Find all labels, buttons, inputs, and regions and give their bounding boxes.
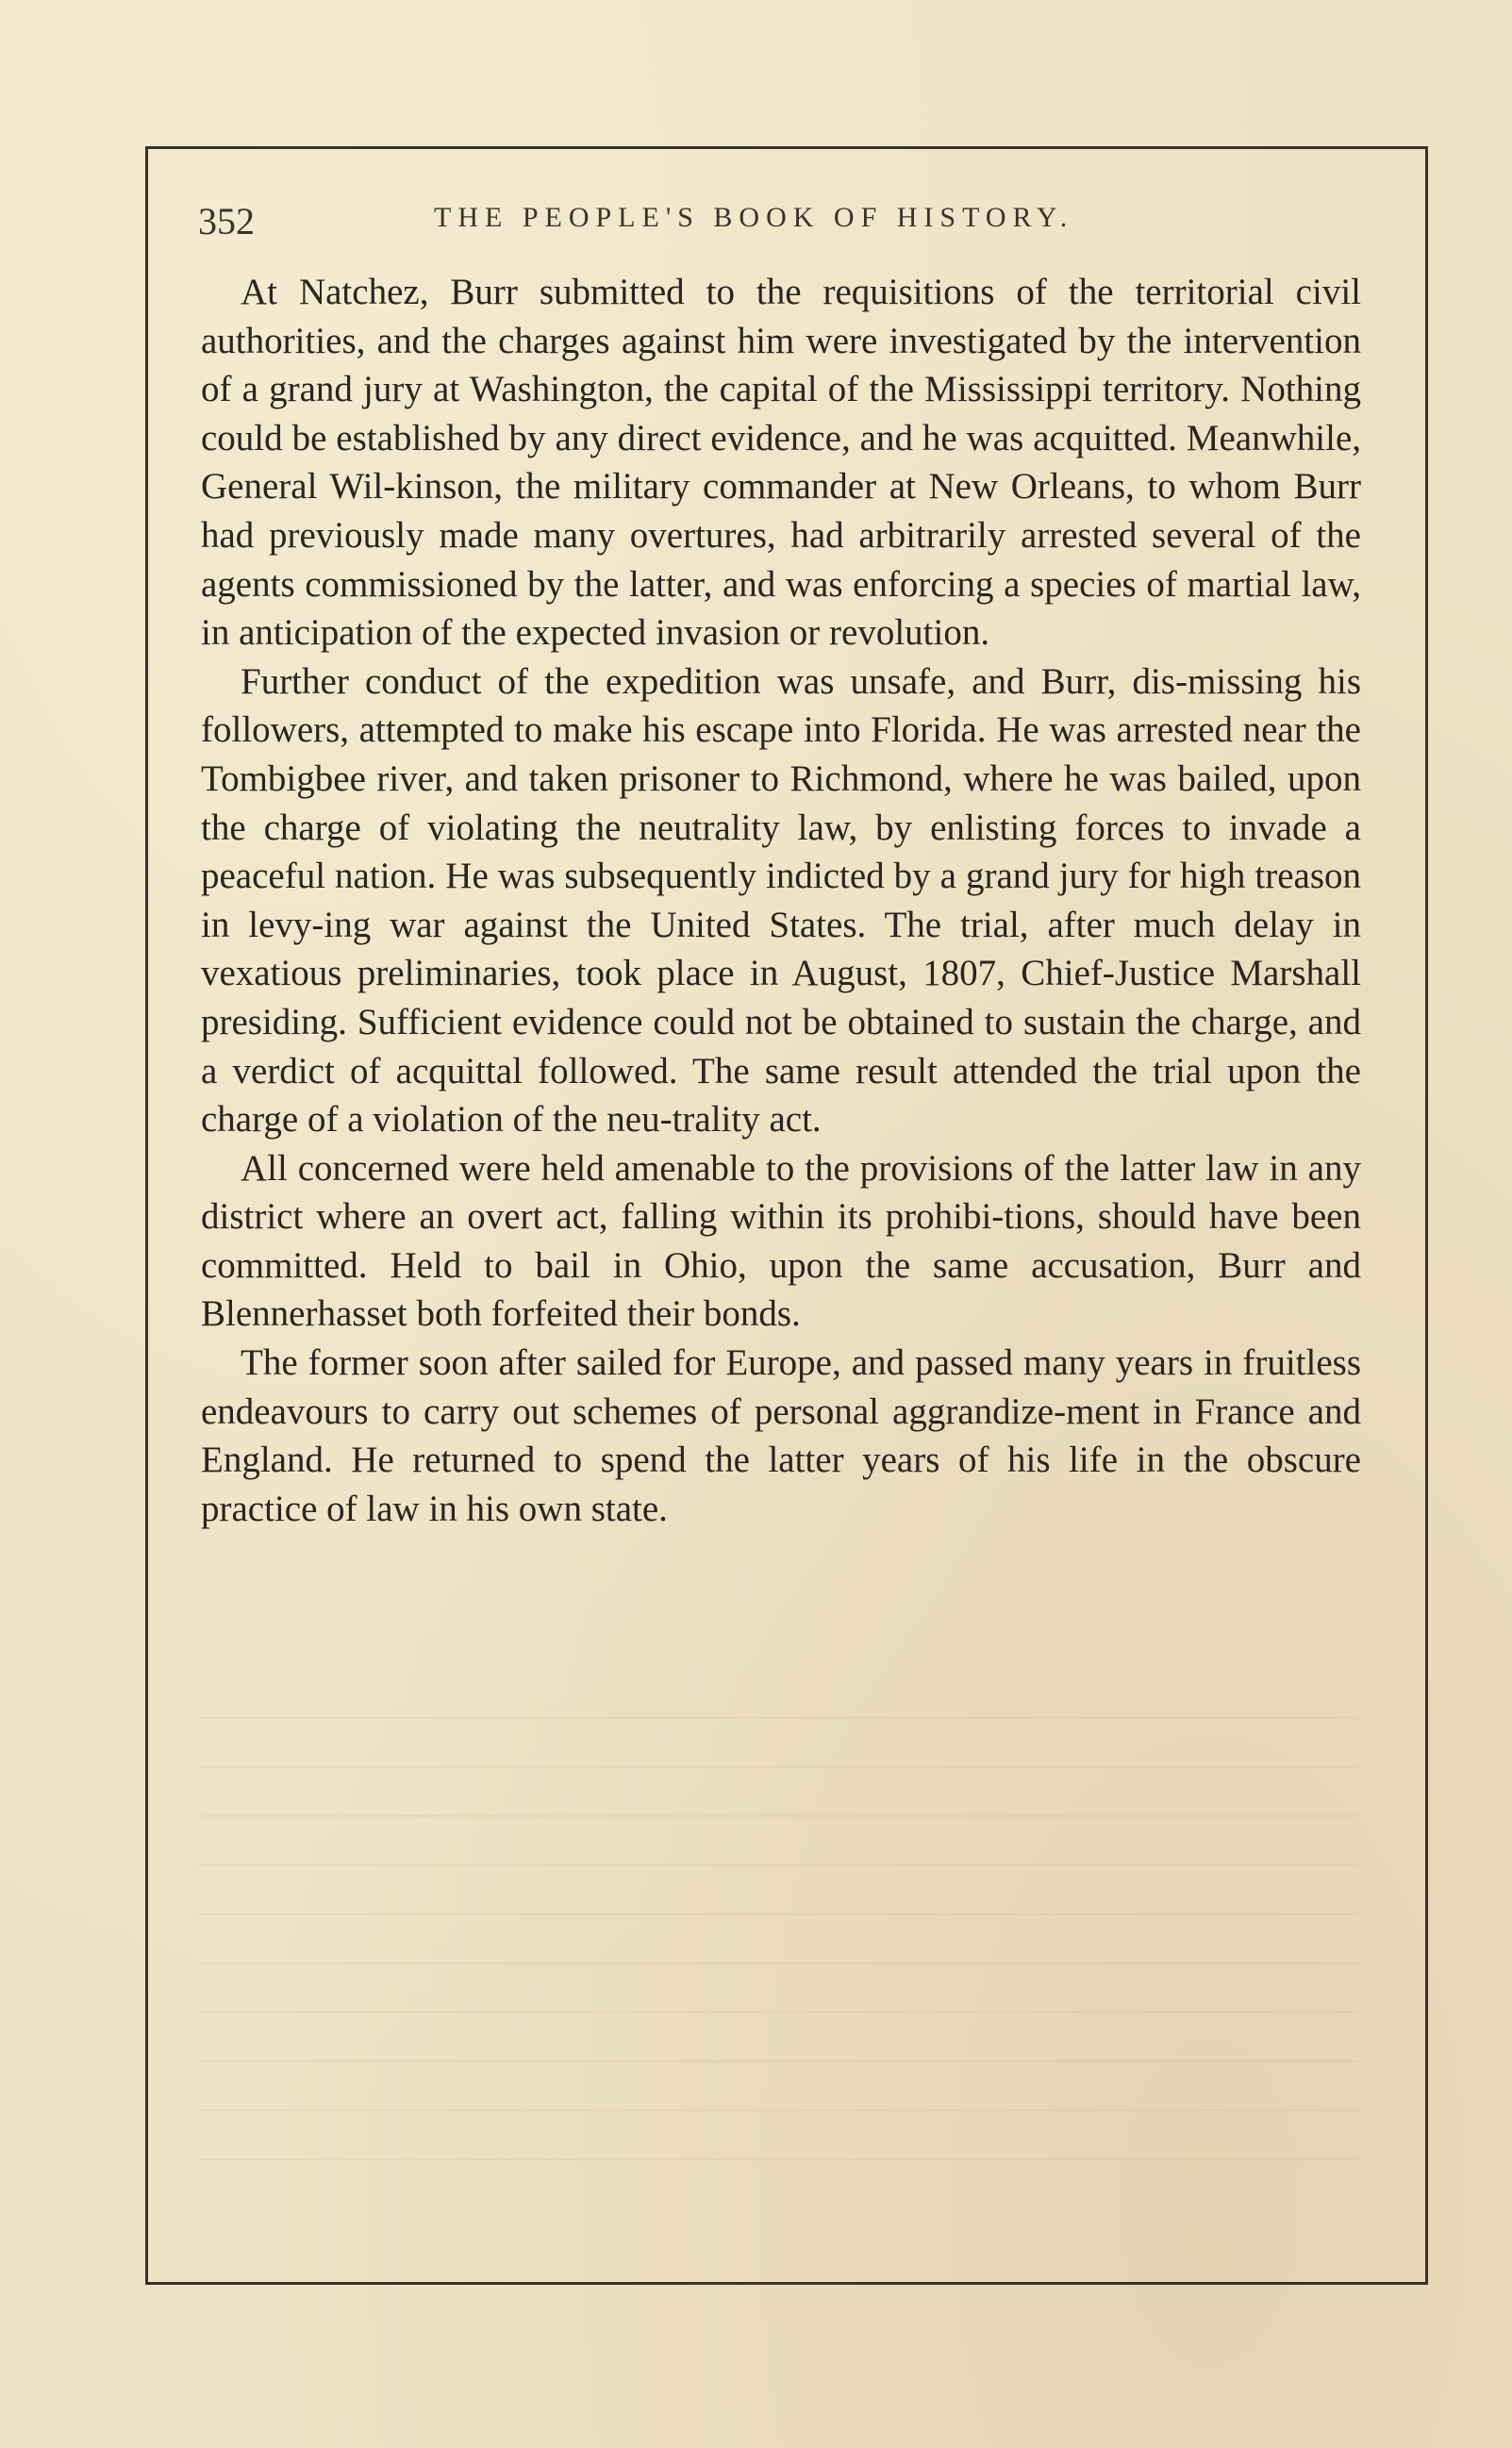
paragraph-3: All concerned were held amenable to the provisions of the latter law in any district where an overt act, falling within its prohibi-tions, should have been committed. Held to bail in Ohio, upon the same accusation, Burr and Blennerhasset both forfeited their bonds. [201, 1147, 1361, 1335]
paragraph-2: Further conduct of the expedition was unsafe, and Burr, dis-missing his followers, attempted to make his escape into Florida. He was arrested near the Tombigbee river, and taken prisoner to Richmond, where he was bailed, upon the charge of violating the neutrality law, by enlisting forces to invade a peaceful nation. He was subsequently indicted by a grand jury for high treason in levy-ing war against the United States. The trial, after much delay in vexatious preliminaries, took place in August, 1807, Chief-Justice Marshall presiding. Sufficient evidence could not be obtained to sustain the charge, and a verdict of acquittal followed. The same result attended the trial upon the charge of a violation of the neu-trality act. [201, 660, 1361, 1141]
page-number: 352 [198, 200, 255, 242]
paragraph-1: At Natchez, Burr submitted to the requisitions of the territorial civil authorities, and the charges against him were investigated by the intervention of a grand jury at Washington, the capital of the Mississippi territory. Nothing could be established by any direct evidence, and he was acquitted. Meanwhile, General Wil-kinson, the military commander at New Orleans, to whom Burr had previously made many overtures, had arbitrarily arrested several of the agents commissioned by the latter, and was enforcing a species of martial law, in anticipation of the expected invasion or revolution. [201, 272, 1361, 654]
body-text [201, 268, 1361, 1533]
running-title: THE PEOPLE'S BOOK OF HISTORY. [434, 202, 1074, 233]
paragraph-4: The former soon after sailed for Europe, and passed many years in fruitless endeavours to carry out schemes of personal aggrandize-ment in France and England. He returned to spend the latter years of his life in the obscure practice of law in his own state. [201, 1342, 1361, 1529]
show-through-bleed [198, 1717, 1358, 2189]
